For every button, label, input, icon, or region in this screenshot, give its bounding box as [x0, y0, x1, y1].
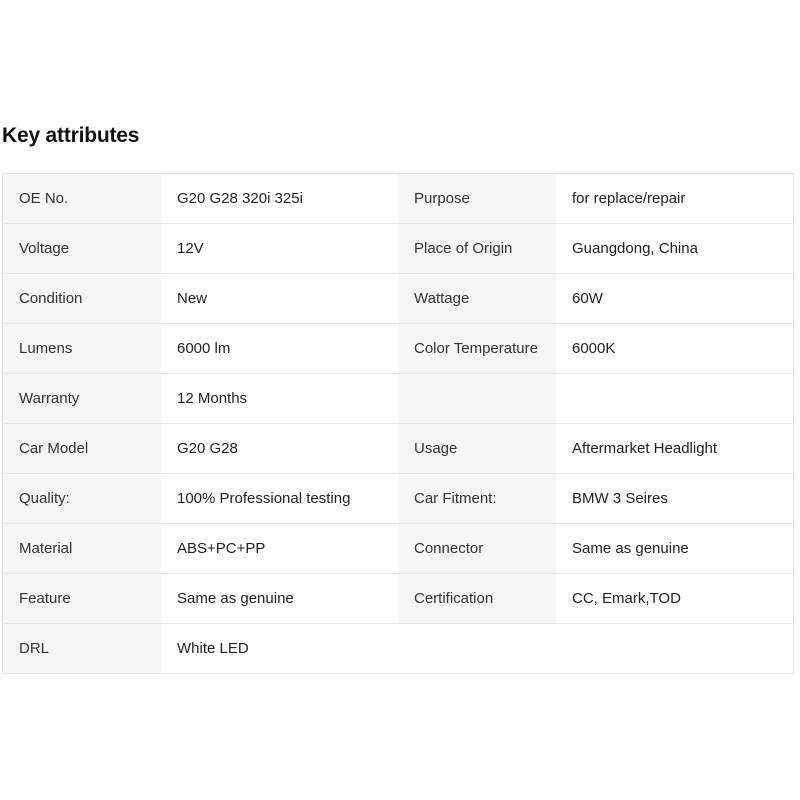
attribute-value: Same as genuine	[556, 524, 794, 574]
attributes-table	[2, 173, 794, 674]
table-row	[3, 574, 794, 624]
attribute-label: Condition	[3, 274, 162, 324]
attribute-value: CC, Emark,TOD	[556, 574, 794, 624]
table-row	[3, 624, 794, 674]
attribute-value: White LED	[161, 624, 398, 674]
attribute-value: G20 G28	[161, 424, 398, 474]
attribute-label: Color Temperature	[398, 324, 556, 374]
attribute-value: Guangdong, China	[556, 224, 794, 274]
attribute-label: Usage	[398, 424, 556, 474]
attribute-label: Purpose	[398, 174, 556, 224]
attribute-label: Car Fitment:	[398, 474, 556, 524]
table-row	[3, 224, 794, 274]
attribute-label: Car Model	[3, 424, 162, 474]
attribute-label: OE No.	[3, 174, 162, 224]
table-row	[3, 424, 794, 474]
attribute-value: for replace/repair	[556, 174, 794, 224]
table-row	[3, 474, 794, 524]
attribute-label: Material	[3, 524, 162, 574]
attribute-value: 12 Months	[161, 374, 398, 424]
attribute-value: G20 G28 320i 325i	[161, 174, 398, 224]
attribute-label: Certification	[398, 574, 556, 624]
table-row	[3, 324, 794, 374]
attribute-label: Connector	[398, 524, 556, 574]
attribute-value: Same as genuine	[161, 574, 398, 624]
attribute-value: 60W	[556, 274, 794, 324]
attribute-value: Aftermarket Headlight	[556, 424, 794, 474]
attribute-value: BMW 3 Seires	[556, 474, 794, 524]
table-row	[3, 174, 794, 224]
attribute-label: Feature	[3, 574, 162, 624]
attribute-empty-cell	[398, 624, 794, 674]
table-row	[3, 274, 794, 324]
attribute-label: DRL	[3, 624, 162, 674]
attribute-value-empty	[556, 374, 794, 424]
table-row	[3, 374, 794, 424]
attribute-label: Voltage	[3, 224, 162, 274]
attribute-label-empty	[398, 374, 556, 424]
attribute-label: Warranty	[3, 374, 162, 424]
section-title: Key attributes	[2, 124, 140, 147]
attribute-value: 100% Professional testing	[161, 474, 398, 524]
attribute-label: Lumens	[3, 324, 162, 374]
attribute-label: Place of Origin	[398, 224, 556, 274]
attribute-label: Wattage	[398, 274, 556, 324]
attribute-value: 6000 lm	[161, 324, 398, 374]
attribute-label: Quality:	[3, 474, 162, 524]
attribute-value: 6000K	[556, 324, 794, 374]
attribute-value: New	[161, 274, 398, 324]
attribute-value: 12V	[161, 224, 398, 274]
attribute-value: ABS+PC+PP	[161, 524, 398, 574]
table-row	[3, 524, 794, 574]
